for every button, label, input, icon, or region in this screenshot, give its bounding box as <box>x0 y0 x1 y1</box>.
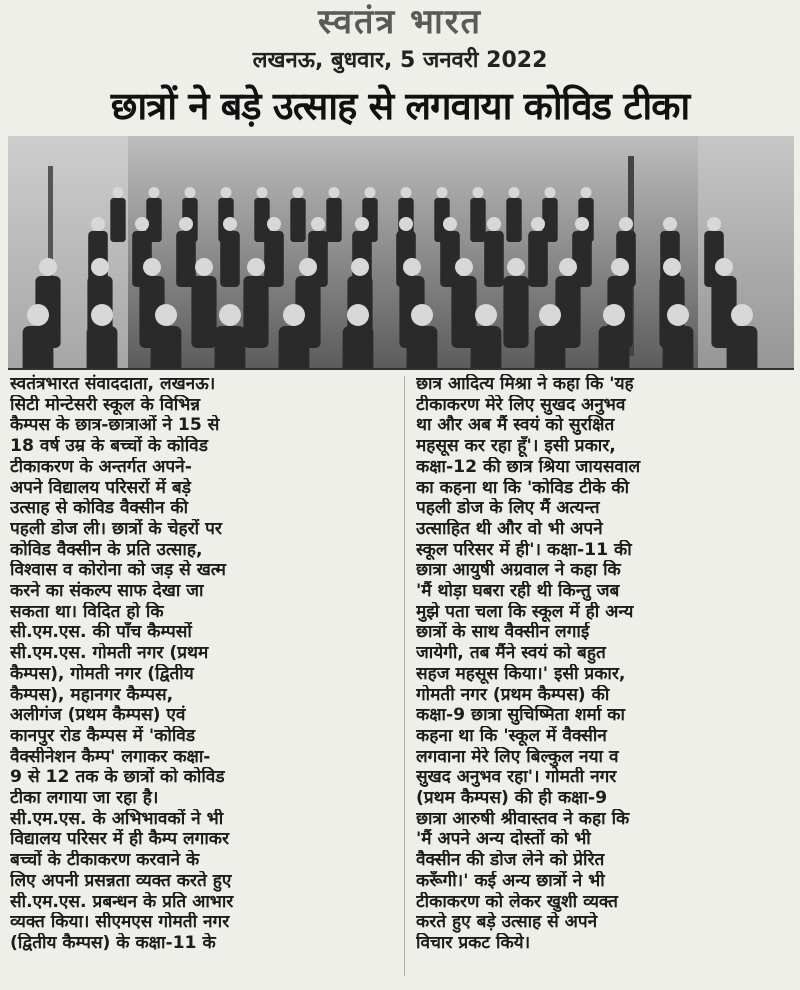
person-head <box>509 187 520 198</box>
article-line: बच्चों के टीकाकरण करवाने के <box>10 850 200 871</box>
article-line: कक्षा-9 छात्रा सुचिष्मिता शर्मा का <box>416 705 625 726</box>
person-figure <box>151 326 182 368</box>
person-head <box>473 187 484 198</box>
person-figure <box>326 198 341 242</box>
person-figure <box>470 198 485 242</box>
article-line: व्यक्त किया। सीएमएस गोमती नगर <box>10 912 230 933</box>
headline: छात्रों ने बड़े उत्साह से लगवाया कोविड टीका <box>110 84 690 128</box>
person-figure <box>484 231 504 287</box>
person-head <box>545 187 556 198</box>
article-line: सहज महसूस किया।' इसी प्रकार, <box>416 663 626 684</box>
person-figure <box>191 276 216 348</box>
article-line: टीकाकरण के अन्तर्गत अपने- <box>10 456 192 477</box>
person-head <box>365 187 376 198</box>
article-line: सी.एम.एस. गोमती नगर (प्रथम <box>10 643 209 664</box>
person-head <box>149 187 160 198</box>
person-head <box>667 304 689 326</box>
person-figure <box>215 326 246 368</box>
article-line: वैक्सीनेशन कैम्प' लगाकर कक्षा- <box>10 746 211 767</box>
person-head <box>91 304 113 326</box>
article-line: पहली डोज के लिए मैं अत्यन्त <box>416 498 600 519</box>
person-figure <box>528 231 548 287</box>
person-figure <box>727 326 758 368</box>
article-line: करते हुए बड़े उत्साह से अपने <box>416 912 598 933</box>
person-figure <box>290 198 305 242</box>
person-head <box>663 217 677 231</box>
article-line: टीकाकरण मेरे लिए सुखद अनुभव <box>416 394 626 415</box>
person-head <box>531 217 545 231</box>
person-figure <box>87 326 118 368</box>
article-line: सी.एम.एस. प्रबन्धन के प्रति आभार <box>10 891 234 912</box>
person-head <box>347 304 369 326</box>
article-line: कोविड वैक्सीन के प्रति उत्साह, <box>10 539 203 560</box>
person-head <box>475 304 497 326</box>
article-line: लिए अपनी प्रसन्नता व्यक्त करते हुए <box>10 870 232 891</box>
person-head <box>455 258 473 276</box>
person-figure <box>503 276 528 348</box>
person-head <box>575 217 589 231</box>
article-line: महसूस कर रहा हूँ'। इसी प्रकार, <box>416 436 616 457</box>
person-head <box>91 217 105 231</box>
article-line: करने का संकल्प साफ देखा जा <box>10 581 204 602</box>
person-head <box>293 187 304 198</box>
person-head <box>351 258 369 276</box>
article-line: सी.एम.एस. के अभिभावकों ने भी <box>10 808 224 829</box>
group-photo-icon <box>8 136 794 368</box>
article-line: विचार प्रकट किये। <box>416 932 531 953</box>
person-head <box>611 258 629 276</box>
article-line: 18 वर्ष उम्र के बच्चों के कोविड <box>10 436 208 457</box>
person-head <box>223 217 237 231</box>
person-head <box>411 304 433 326</box>
person-figure <box>663 326 694 368</box>
article-line: अलीगंज (प्रथम कैम्पस) एवं <box>10 705 186 726</box>
person-head <box>247 258 265 276</box>
article-line: वैक्सीन की डोज लेने को प्रेरित <box>416 850 605 871</box>
article-line: लगवाना मेरे लिए बिल्कुल नया व <box>416 746 619 767</box>
person-head <box>267 217 281 231</box>
newspaper-name: स्वतंत्र भारत <box>317 2 483 42</box>
article-line: कैम्पस), गोमती नगर (द्वितीय <box>10 663 194 684</box>
person-figure <box>471 326 502 368</box>
person-head <box>143 258 161 276</box>
person-head <box>603 304 625 326</box>
person-head <box>179 217 193 231</box>
dateline: लखनऊ, बुधवार, 5 जनवरी 2022 <box>252 48 548 73</box>
article-line: कानपुर रोड कैम्पस में 'कोविड <box>10 725 196 746</box>
person-head <box>311 217 325 231</box>
person-head <box>559 258 577 276</box>
masthead <box>0 0 800 44</box>
article-line: कक्षा-12 की छात्र श्रिया जायसवाल <box>416 456 641 477</box>
article-line: उत्साहित थी और वो भी अपने <box>416 518 603 539</box>
article-line: 9 से 12 तक के छात्रों को कोविड <box>10 767 225 788</box>
article-column-left <box>10 374 394 954</box>
person-head <box>731 304 753 326</box>
person-head <box>539 304 561 326</box>
article-line: करूँगी।' कई अन्य छात्रों ने भी <box>416 870 605 891</box>
article-line: विद्यालय परिसर में ही कैम्प लगाकर <box>10 829 230 850</box>
person-head <box>355 217 369 231</box>
article-line: कैम्पस के छात्र-छात्राओं ने 15 से <box>10 415 220 436</box>
group-photo <box>8 136 794 370</box>
person-head <box>619 217 633 231</box>
article-line: जायेगी, तब मैंने स्वयं को बहुत <box>416 643 606 664</box>
person-head <box>195 258 213 276</box>
column-divider <box>404 376 405 976</box>
article-line: का कहना था कि 'कोविड टीके की <box>416 477 630 498</box>
person-head <box>443 217 457 231</box>
person-head <box>185 187 196 198</box>
article-line: 'मैं अपने अन्य दोस्तों को भी <box>416 829 591 850</box>
person-head <box>91 258 109 276</box>
person-head <box>221 187 232 198</box>
article-line: सी.एम.एस. की पाँच कैम्पसों <box>10 622 192 643</box>
article-line: छात्रा आरुषी श्रीवास्तव ने कहा कि <box>416 808 630 829</box>
article-line: विश्वास व कोरोना को जड़ से खत्म <box>10 560 226 581</box>
article-column-right <box>416 374 792 954</box>
article-line: (द्वितीय कैम्पस) के कक्षा-11 के <box>10 932 216 953</box>
article-line: टीका लगाया जा रहा है। <box>10 788 159 809</box>
person-figure <box>535 326 566 368</box>
person-figure <box>23 326 54 368</box>
person-figure <box>110 198 125 242</box>
article-line: सिटी मोन्टेसरी स्कूल के विभिन्न <box>10 394 201 415</box>
person-head <box>39 258 57 276</box>
article-line: था और अब मैं स्वयं को सुरक्षित <box>416 415 615 436</box>
person-figure <box>343 326 374 368</box>
person-head <box>257 187 268 198</box>
article-line: उत्साह से कोविड वैक्सीन की <box>10 498 189 519</box>
article-line: गोमती नगर (प्रथम कैम्पस) की <box>416 684 610 705</box>
article-line: सकता था। विदित हो कि <box>10 601 164 622</box>
person-figure <box>407 326 438 368</box>
article-line: (प्रथम कैम्पस) की ही कक्षा-9 <box>416 788 608 809</box>
article-line: मुझे पता चला कि स्कूल में ही अन्य <box>416 601 634 622</box>
person-head <box>27 304 49 326</box>
person-head <box>487 217 501 231</box>
person-head <box>401 187 412 198</box>
article-line: टीकाकरण को लेकर खुशी व्यक्त <box>416 891 618 912</box>
article-line: छात्रों के साथ वैक्सीन लगाई <box>416 622 590 643</box>
article-line: 'मैं थोड़ा घबरा रही थी किन्तु जब <box>416 581 620 602</box>
person-head <box>399 217 413 231</box>
person-head <box>329 187 340 198</box>
person-head <box>581 187 592 198</box>
person-head <box>113 187 124 198</box>
person-figure <box>599 326 630 368</box>
article-line: स्कूल परिसर में ही'। कक्षा-11 की <box>416 539 632 560</box>
article-line: कहना था कि 'स्कूल में वैक्सीन <box>416 725 607 746</box>
person-figure <box>243 276 268 348</box>
article-line: स्वतंत्रभारत संवाददाता, लखनऊ। <box>10 374 216 394</box>
person-head <box>715 258 733 276</box>
person-head <box>155 304 177 326</box>
article-line: छात्र आदित्य मिश्रा ने कहा कि 'यह <box>416 374 634 394</box>
person-head <box>437 187 448 198</box>
article-line: अपने विद्यालय परिसरों में बड़े <box>10 477 191 498</box>
article-line: छात्रा आयुषी अग्रवाल ने कहा कि <box>416 560 621 581</box>
person-head <box>663 258 681 276</box>
article-line: सुखद अनुभव रहा'। गोमती नगर <box>416 767 617 788</box>
article-line: पहली डोज ली। छात्रों के चेहरों पर <box>10 518 222 539</box>
person-figure <box>279 326 310 368</box>
person-head <box>707 217 721 231</box>
article-line: कैम्पस), महानगर कैम्पस, <box>10 684 174 705</box>
person-figure <box>220 231 240 287</box>
person-head <box>283 304 305 326</box>
person-figure <box>506 198 521 242</box>
person-head <box>219 304 241 326</box>
person-head <box>299 258 317 276</box>
person-head <box>403 258 421 276</box>
person-head <box>135 217 149 231</box>
person-head <box>507 258 525 276</box>
